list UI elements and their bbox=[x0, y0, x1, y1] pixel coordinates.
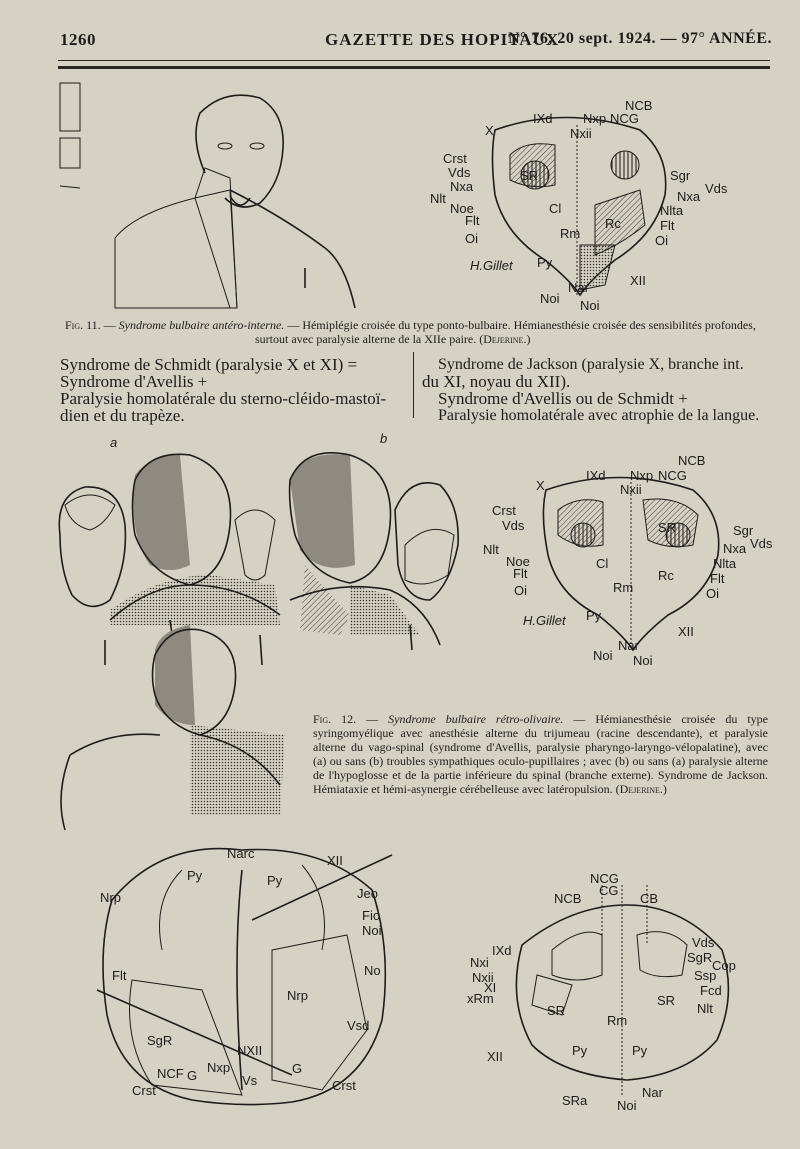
fig13-label-g: G bbox=[187, 1068, 198, 1083]
fig12-label-flt: Flt bbox=[513, 566, 528, 581]
fig12-label-gillet: H.Gillet bbox=[523, 613, 566, 628]
fig12-label-nxii: Nxii bbox=[620, 482, 642, 497]
fig13-label-vs: Vs bbox=[242, 1073, 258, 1088]
fig14-label-sr: SR bbox=[547, 1003, 566, 1018]
fig11-label-py: Py bbox=[537, 255, 553, 270]
fig11-label-nxii: Nxii bbox=[570, 126, 592, 141]
fig11-portrait bbox=[55, 78, 385, 310]
fig11-caption-line2: surtout avec paralysie alterne de la XIIe paire. ( bbox=[255, 332, 484, 346]
schmidt-line-4: dien et du trapèze. bbox=[60, 406, 185, 425]
fig14-label-cg: CG bbox=[599, 883, 619, 898]
fig13-label-g-2: G bbox=[292, 1061, 303, 1076]
fig11-label-nlt: Nlt bbox=[430, 191, 446, 206]
jackson-line-2: du XI, noyau du XII). bbox=[422, 372, 571, 391]
journal-title: GAZETTE DES HOPITAUX bbox=[325, 30, 560, 49]
fig11-label-ncg: NCG bbox=[610, 111, 639, 126]
header-rule-thick bbox=[58, 66, 770, 69]
fig11-label-rm: Rm bbox=[560, 226, 581, 241]
fig14-bulb-section bbox=[462, 865, 772, 1125]
fig13-label-py: Py bbox=[187, 868, 203, 883]
issue-date: N° 76, 20 sept. 1924. — 97° ANNÉE. bbox=[507, 30, 772, 47]
fig13-label-crst-2: Crst bbox=[332, 1078, 356, 1093]
fig11-label-flt-r: Flt bbox=[660, 218, 675, 233]
tongue-right bbox=[395, 483, 458, 600]
fig11-caption: Fig. 11. — Syndrome bulbaire antéro-interne. — Hémiplégie croisée du type ponto-bulbaire. Hémianesthésie croisée des sensibilités profondes, surtout avec paralysie alterne de la XIIe paire. (Dejerine.) bbox=[65, 318, 756, 346]
fig13-bulb-section bbox=[92, 840, 402, 1110]
fig14-label-py-2: Py bbox=[632, 1043, 648, 1058]
fig11-caption-credit: Dejerine bbox=[483, 332, 524, 346]
fig12-label-crst: Crst bbox=[492, 503, 516, 518]
fig13-label-fio: Fio bbox=[362, 908, 381, 923]
fig13-label-narc: Narc bbox=[227, 846, 255, 861]
fig12-label-cl: Cl bbox=[596, 556, 609, 571]
fig12-label-noi: Noi bbox=[593, 648, 613, 663]
fig13-label-vsd: Vsd bbox=[347, 1018, 370, 1033]
fig11-label-noi-2: Noi bbox=[580, 298, 600, 313]
fig11-label-sr: SR bbox=[520, 168, 539, 183]
fig12-label-py: Py bbox=[586, 608, 602, 623]
fig11-label-ncb: NCB bbox=[625, 98, 653, 113]
fig11-label-cl: Cl bbox=[549, 201, 562, 216]
fig14-label-cop: Cop bbox=[712, 958, 736, 973]
fig14-label-xii: XII bbox=[487, 1049, 503, 1064]
fig12-caption-body: — Hémianesthésie croisée du type syringomyélique avec anesthésie alterne du trijumeau (racine descendante), et paralysie alterne du vago-spinal (syndrome d'Avellis, paralysie pharyngo-laryngo-vélopalatine), avec (a) ou sans (b) troubles sympathiques oculo-pupillaires ; avec (b) ou sans (a) paralysie alterne de l'hypoglosse et de la partie inférieure du spinal (branche externe). Syndrome de Jackson. Hémiataxie et hémi-asynergie cérébelleuse avec latéropulsion. ( bbox=[313, 712, 768, 796]
fig13-label-jeo: Jeo bbox=[357, 886, 378, 901]
fig12-label-flt-r: Flt bbox=[710, 571, 725, 586]
fig13-outline bbox=[103, 849, 385, 1105]
fig12-bulb-section bbox=[478, 450, 778, 675]
margin-scribble bbox=[60, 83, 80, 188]
fig13-label-flt: Flt bbox=[112, 968, 127, 983]
fig12-label-ncb: NCB bbox=[678, 453, 706, 468]
header-rule bbox=[58, 60, 770, 61]
fig12-label-nar: Nar bbox=[618, 638, 639, 653]
face-2 bbox=[260, 453, 440, 665]
fig11-label-vds: Vds bbox=[448, 165, 471, 180]
fig11-labels bbox=[430, 98, 728, 313]
fig14-label-sgr: SgR bbox=[687, 950, 713, 965]
fig13-label-nxii: NXII bbox=[237, 1043, 263, 1058]
fig12-label-ncg: NCG bbox=[658, 468, 687, 483]
fig11-label-noe: Noe bbox=[450, 201, 474, 216]
fig11-label-vds-r: Vds bbox=[705, 181, 728, 196]
fig11-label-sgr: Sgr bbox=[670, 168, 691, 183]
fig11-label-oi-r: Oi bbox=[655, 233, 668, 248]
fig14-label-rm: Rm bbox=[607, 1013, 628, 1028]
fig13-label-crst: Crst bbox=[132, 1083, 156, 1098]
fig11-bulb-section bbox=[415, 95, 760, 315]
fig11-label-nxa-r: Nxa bbox=[677, 189, 701, 204]
fig13-label-no: No bbox=[364, 963, 381, 978]
fig14-label-ncb: NCB bbox=[554, 891, 582, 906]
fig12-label-sgr: Sgr bbox=[733, 523, 754, 538]
fig12-label-vds-r: Vds bbox=[750, 536, 773, 551]
fig14-label-ncg: NCG bbox=[590, 871, 619, 886]
fig14-label-nxi: Nxi bbox=[470, 955, 489, 970]
fig11-label-nxa: Nxa bbox=[450, 179, 474, 194]
fig12-caption: Fig. 12. — Syndrome bulbaire rétro-olivaire. — Hémianesthésie croisée du type syringomyélique avec anesthésie alterne du trijumeau (racine descendante), et paralysie alterne du vago-spinal (syndrome d'Avellis, paralysie pharyngo-laryngo-vélopalatine), avec (a) ou sans (b) troubles sympathiques oculo-pupillaires ; avec (b) ou sans (a) paralysie alterne de l'hypoglosse et de la partie inférieure du spinal (branche externe). Syndrome de Jackson. Hémiataxie et hémi-asynergie cérébelleuse avec latéropulsion. (Dejerine.) bbox=[313, 712, 768, 796]
fig11-label-crst: Crst bbox=[443, 151, 467, 166]
fig13-label-nxp: Nxp bbox=[207, 1060, 231, 1075]
fig11-label-rc: Rc bbox=[605, 216, 621, 231]
face-3 bbox=[61, 625, 285, 830]
fig14-label-fcd: Fcd bbox=[700, 983, 722, 998]
fig14-label-ssp: Ssp bbox=[694, 968, 717, 983]
fig13-label-sgr: SgR bbox=[147, 1033, 173, 1048]
fig13-label-nrp-2: Nrp bbox=[287, 988, 308, 1003]
fig11-label-noi: Noi bbox=[540, 291, 560, 306]
fig12-label-ixd: IXd bbox=[586, 468, 606, 483]
jackson-line-1: Syndrome de Jackson (paralysie X, branche int. bbox=[438, 356, 744, 373]
fig12-mark-a: a bbox=[110, 435, 118, 450]
fig12-label-noi-2: Noi bbox=[633, 653, 653, 668]
fig14-label-nar: Nar bbox=[642, 1085, 663, 1100]
fig11-caption-label: Fig. 11. bbox=[65, 318, 101, 332]
fig12-label-nxa: Nxa bbox=[723, 541, 747, 556]
fig12-label-noe: Noe bbox=[506, 554, 530, 569]
fig12-caption-title: Syndrome bulbaire rétro-olivaire. bbox=[388, 712, 564, 726]
tongue-left bbox=[59, 487, 125, 607]
fig11-label-nar: Nar bbox=[568, 280, 589, 295]
column-divider bbox=[413, 352, 414, 418]
fig12-label-x: X bbox=[536, 478, 545, 493]
fig12-caption-credit: Dejerine bbox=[619, 782, 660, 796]
fig14-label-xrm: xRm bbox=[467, 991, 494, 1006]
face-1 bbox=[110, 454, 280, 655]
fig13-label-nrp: Nrp bbox=[100, 890, 121, 905]
fig11-label-flt: Flt bbox=[465, 213, 480, 228]
shoulder-outline bbox=[230, 190, 355, 308]
fig14-label-nxii: Nxii bbox=[472, 970, 494, 985]
fig12-label-nlt: Nlt bbox=[483, 542, 499, 557]
fig13-label-py-2: Py bbox=[267, 873, 283, 888]
fig12-labels bbox=[483, 453, 773, 668]
shoulder-hatch bbox=[115, 190, 237, 308]
fig14-label-sr-2: SR bbox=[657, 993, 676, 1008]
fig11-caption-credit-end: .) bbox=[523, 332, 531, 346]
fig11-label-oi: Oi bbox=[465, 231, 478, 246]
fig12-caption-credit-end: .) bbox=[659, 782, 667, 796]
fig14-label-xi: XI bbox=[484, 980, 497, 995]
fig11-label-nlta: Nlta bbox=[660, 203, 684, 218]
fig14-label-noi: Noi bbox=[617, 1098, 637, 1113]
fig14-label-py: Py bbox=[572, 1043, 588, 1058]
fig11-label-gillet: H.Gillet bbox=[470, 258, 513, 273]
fig11-label-xii: XII bbox=[630, 273, 646, 288]
jackson-line-4: Paralysie homolatérale avec atrophie de la langue. bbox=[438, 407, 760, 424]
neck-hatch bbox=[195, 168, 237, 308]
fig13-label-xii: XII bbox=[327, 853, 343, 868]
fig12-label-nlta: Nlta bbox=[713, 556, 737, 571]
fig12-label-xii: XII bbox=[678, 624, 694, 639]
fig12-label-nxp: Nxp bbox=[630, 468, 654, 483]
fig11-caption-body: — Hémiplégie croisée du type ponto-bulbaire. Hémianesthésie croisée des sensibilités profondes, bbox=[284, 318, 756, 332]
fig11-caption-title: Syndrome bulbaire antéro-interne. bbox=[118, 318, 285, 332]
page-header bbox=[60, 30, 772, 56]
schmidt-line-3: Paralysie homolatérale du sterno-cléido-mastoï- bbox=[60, 389, 387, 408]
jackson-text bbox=[422, 356, 772, 424]
fig12-mark-b: b bbox=[380, 431, 388, 446]
fig14-label-ixd: IXd bbox=[492, 943, 512, 958]
page-number: 1260 bbox=[60, 30, 96, 49]
fig12-label-rc: Rc bbox=[658, 568, 674, 583]
schmidt-line-1: Syndrome de Schmidt (paralysie X et XI) = bbox=[60, 355, 358, 374]
fig12-label-sr: SR bbox=[658, 520, 677, 535]
fig12-label-oi-r: Oi bbox=[706, 586, 719, 601]
fig14-label-sra: SRa bbox=[562, 1093, 588, 1108]
fig11-label-x: X bbox=[485, 123, 494, 138]
section-hatching-12 bbox=[558, 499, 698, 547]
uvula-center bbox=[235, 510, 275, 580]
jackson-line-3: Syndrome d'Avellis ou de Schmidt + bbox=[438, 389, 688, 408]
head-outline bbox=[196, 95, 283, 207]
fig13-label-ncf: NCF bbox=[157, 1066, 184, 1081]
fig13-label-noi: Noi bbox=[362, 923, 382, 938]
fig14-label-vds: Vds bbox=[692, 935, 715, 950]
fig11-label-nxp: Nxp bbox=[583, 111, 607, 126]
fig14-label-nlt: Nlt bbox=[697, 1001, 713, 1016]
fig12-label-rm: Rm bbox=[613, 580, 634, 595]
fig14-label-cb: CB bbox=[640, 891, 659, 906]
fig12-label-oi: Oi bbox=[514, 583, 527, 598]
fig12-label-vds: Vds bbox=[502, 518, 525, 533]
fig12-caption-label: Fig. 12. bbox=[313, 712, 357, 726]
schmidt-text bbox=[60, 356, 408, 424]
fig11-label-ixd: IXd bbox=[533, 111, 553, 126]
schmidt-line-2: Syndrome d'Avellis + bbox=[60, 372, 208, 391]
